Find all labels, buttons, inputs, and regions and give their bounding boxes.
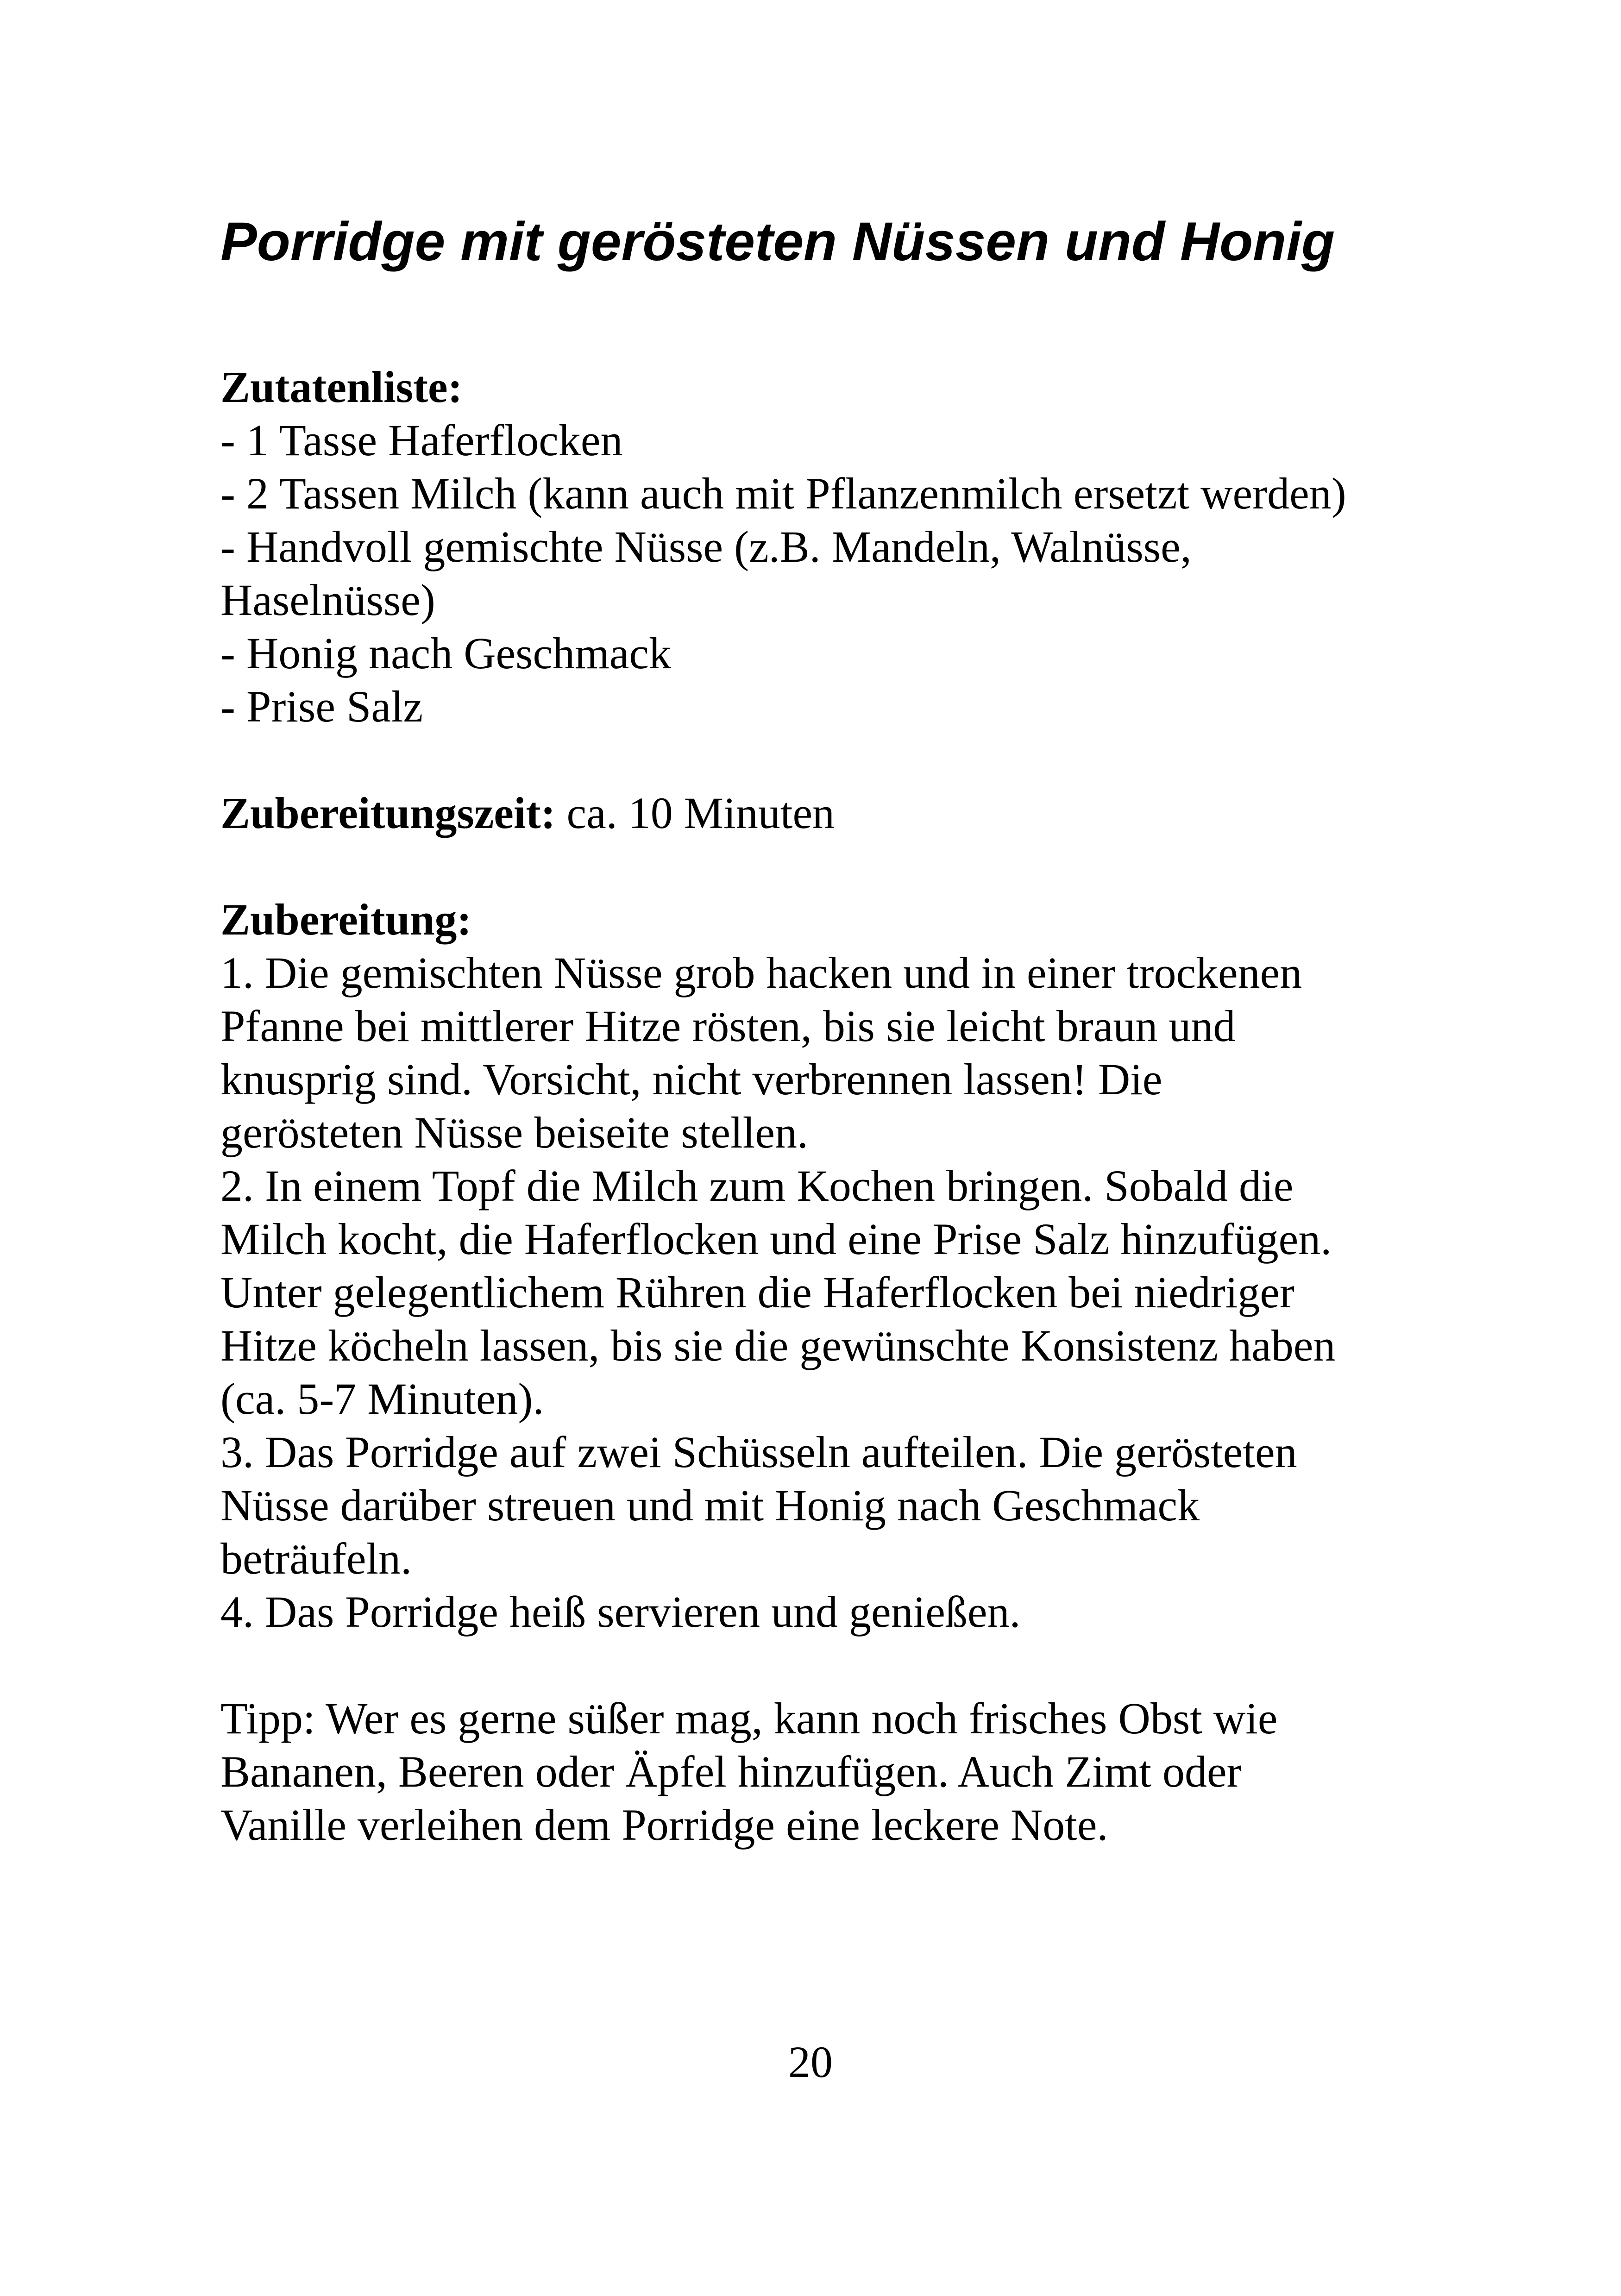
preparation-line: 2. In einem Topf die Milch zum Kochen bringen. Sobald die [220, 1161, 1294, 1211]
preparation-line: (ca. 5-7 Minuten). [220, 1374, 544, 1424]
preparation-line: Unter gelegentlichem Rühren die Haferflocken bei niedriger [220, 1267, 1294, 1317]
preparation-line: Nüsse darüber streuen und mit Honig nach Geschmack [220, 1480, 1200, 1530]
ingredient-line: - 2 Tassen Milch (kann auch mit Pflanzenmilch ersetzt werden) [220, 469, 1346, 518]
page-title: Porridge mit gerösteten Nüssen und Honig [220, 211, 1335, 272]
ingredient-line: - Prise Salz [220, 682, 423, 731]
tip-line: Bananen, Beeren oder Äpfel hinzufügen. Auch Zimt oder [220, 1747, 1242, 1796]
page-number: 20 [788, 2037, 833, 2087]
preparation-line: gerösteten Nüsse beiseite stellen. [220, 1108, 808, 1157]
preparation-line: Hitze köcheln lassen, bis sie die gewünschte Konsistenz haben [220, 1321, 1336, 1370]
preparation-line: beträufeln. [220, 1534, 412, 1583]
prep-time [220, 786, 1443, 840]
tip-line: Tipp: Wer es gerne süßer mag, kann noch frisches Obst wie [220, 1694, 1278, 1743]
ingredients-heading: Zutatenliste: [220, 362, 463, 412]
ingredient-line: - Honig nach Geschmack [220, 628, 671, 678]
prep-time-value: ca. 10 Minuten [555, 788, 835, 838]
preparation-line: 4. Das Porridge heiß servieren und genießen. [220, 1587, 1021, 1637]
spacer [220, 1638, 1443, 1692]
ingredient-line: - Handvoll gemischte Nüsse (z.B. Mandeln, Walnüsse, [220, 522, 1192, 571]
preparation-line: Pfanne bei mittlerer Hitze rösten, bis sie leicht braun und [220, 1001, 1236, 1051]
ingredient-line: - 1 Tasse Haferflocken [220, 415, 623, 465]
spacer [220, 733, 1443, 786]
spacer [220, 840, 1443, 893]
tip-line: Vanille verleihen dem Porridge eine leckere Note. [220, 1800, 1108, 1850]
prep-time-label: Zubereitungszeit: [220, 788, 556, 838]
preparation-line: 1. Die gemischten Nüsse grob hacken und in einer trockenen [220, 948, 1302, 997]
preparation-line: Milch kocht, die Haferflocken und eine Prise Salz hinzufügen. [220, 1214, 1332, 1264]
preparation-line: 3. Das Porridge auf zwei Schüsseln aufteilen. Die gerösteten [220, 1427, 1297, 1477]
preparation-heading: Zubereitung: [220, 895, 472, 944]
recipe-content [220, 360, 1443, 1851]
ingredient-line: Haselnüsse) [220, 575, 435, 625]
preparation-line: knusprig sind. Vorsicht, nicht verbrennen lassen! Die [220, 1054, 1162, 1104]
